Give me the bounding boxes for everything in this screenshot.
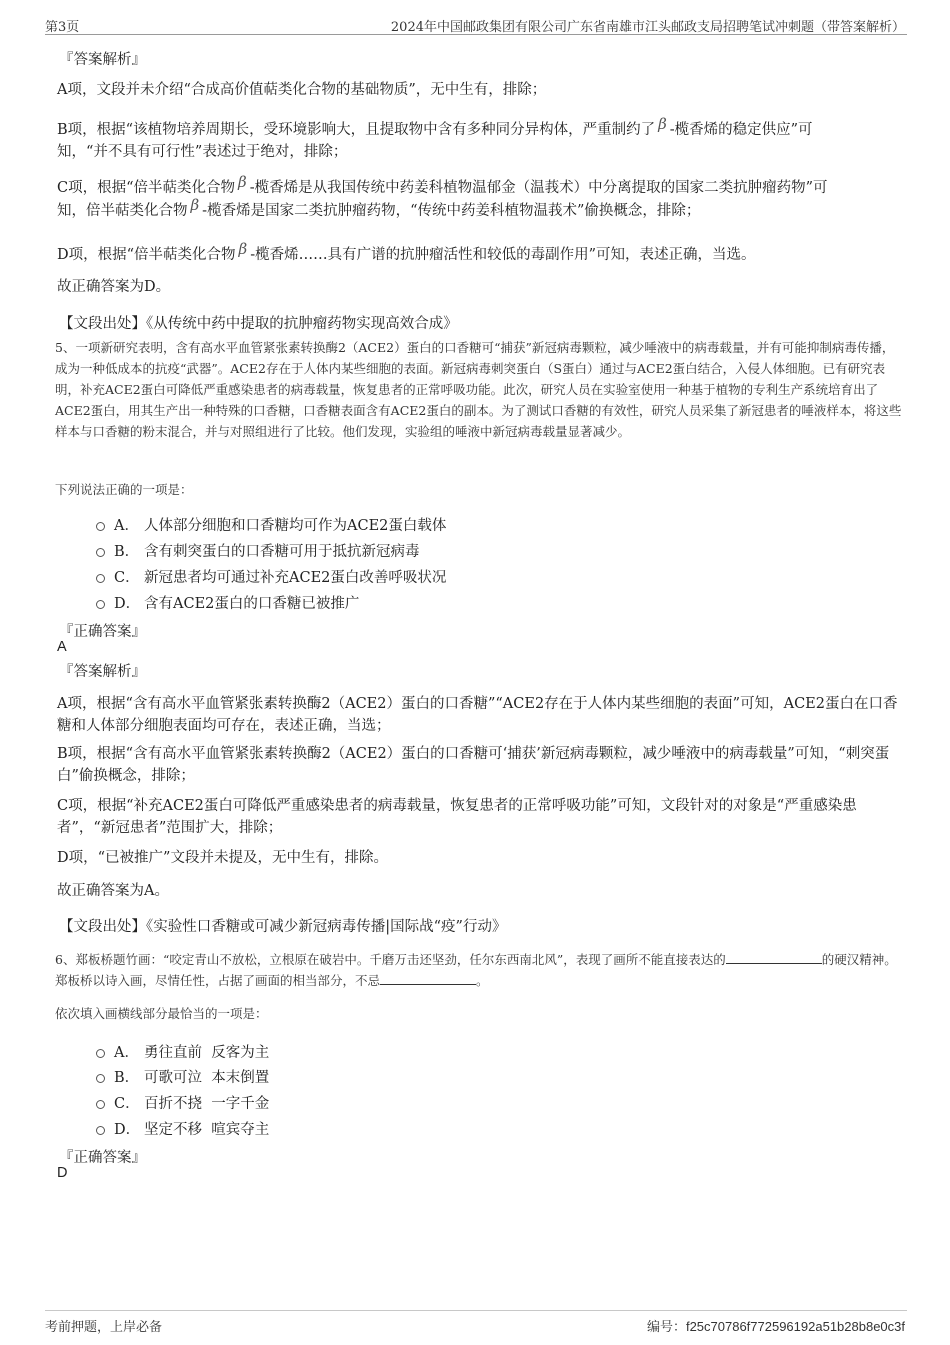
radio-icon[interactable] <box>96 574 105 583</box>
q5-analysis-d: D项，“已被推广”文段并未提及，无中生有，排除。 <box>57 850 388 866</box>
q4-analysis-label: 『答案解析』 <box>59 52 146 68</box>
q5-analysis-a: A项，根据“含有高水平血管紧张素转换酶2（ACE2）蛋白的口香糖”“ACE2存在于人体内某些细胞的表面”可知，ACE2蛋白在口香糖和人体部分细胞表面均可存在，表述正确，当选； <box>57 696 898 734</box>
q4-analysis-a: A项，文段并未介绍“合成高价值萜类化合物的基础物质”，无中生有，排除； <box>57 82 547 98</box>
page-number: 第3页 <box>45 20 80 35</box>
q5-conclusion: 故正确答案为A。 <box>57 883 169 899</box>
q6-option-d[interactable]: D． 坚定不移 喧宾夺主 <box>96 1118 269 1139</box>
beta-symbol: β <box>658 115 667 133</box>
q4-analysis-b: B项，根据“该植物培养周期长，受环境影响大，且提取物中含有多种同分异构体，严重制约了 β -榄香烯的稳定供应”可 知，“并不具有可行性”表述过于绝对，排除； <box>57 115 813 160</box>
q5-source: 【文段出处】《实验性口香糖或可减少新冠病毒传播|国际战“疫”行动》 <box>59 919 507 935</box>
radio-icon[interactable] <box>96 600 105 609</box>
fill-blank <box>726 953 822 964</box>
beta-symbol: β <box>190 196 200 214</box>
q6-option-a[interactable]: A． 勇往直前 反客为主 <box>96 1041 269 1062</box>
q5-stem: 5、一项新研究表明，含有高水平血管紧张素转换酶2（ACE2）蛋白的口香糖可“捕获”新冠病毒颗粒，减少唾液中的病毒载量，并有可能抑制病毒传播，成为一种低成本的抗疫“武器”。ACE2存在于人体内某些细胞的表面。新冠病毒刺突蛋白（S蛋白）通过与ACE2蛋白结合，入侵人体细胞。已有研究表明，补充ACE2蛋白可降低严重感染患者的病毒载量，恢复患者的正常呼吸功能。此次，研究人员在实验室使用一种基于植物的专利生产系统培育出了ACE2蛋白，用其生产出一种特殊的口香糖，口香糖表面含有ACE2蛋白的副本。为了测试口香糖的有效性，研究人员采集了新冠患者的唾液样本，将这些样本与口香糖的粉末混合，并与对照组进行了比较。他们发现，实验组的唾液中新冠病毒载量显著减少。 <box>55 340 902 439</box>
fill-blank <box>380 974 476 985</box>
footer-slogan: 考前押题，上岸必备 <box>45 1320 163 1335</box>
q6-correct-label: 『正确答案』 <box>59 1150 146 1166</box>
q4-conclusion: 故正确答案为D。 <box>57 279 171 295</box>
radio-icon[interactable] <box>96 1126 105 1135</box>
radio-icon[interactable] <box>96 548 105 557</box>
q4-source: 【文段出处】《从传统中药中提取的抗肿瘤药物实现高效合成》 <box>59 316 458 332</box>
q6-option-b[interactable]: B． 可歌可泣 本末倒置 <box>96 1066 269 1087</box>
footer-code: 编号：f25c70786f772596192a51b28b8e0c3f <box>646 1319 905 1335</box>
q5-correct-label: 『正确答案』 <box>59 624 146 640</box>
q5-analysis-b: B项，根据“含有高水平血管紧张素转换酶2（ACE2）蛋白的口香糖可‘捕获’新冠病毒颗粒，减少唾液中的病毒载量”可知，“刺突蛋白”偷换概念，排除； <box>57 746 890 784</box>
radio-icon[interactable] <box>96 1100 105 1109</box>
q5-prompt: 下列说法正确的一项是： <box>55 482 193 497</box>
document-title: 2024年中国邮政集团有限公司广东省南雄市江头邮政支局招聘笔试冲刺题（带答案解析） <box>390 20 905 35</box>
q5-correct-answer: A <box>57 639 67 655</box>
page-footer <box>45 1310 907 1335</box>
beta-symbol: β <box>238 173 247 191</box>
q6-prompt: 依次填入画横线部分最恰当的一项是： <box>55 1006 268 1021</box>
q6-correct-answer: D <box>57 1165 68 1181</box>
radio-icon[interactable] <box>96 1049 105 1058</box>
q6-stem: 6、郑板桥题竹画：“咬定青山不放松，立根原在破岩中。千磨万击还坚劲，任尔东西南北风”，表现了画所不能直接表达的 的硬汉精神。郑板桥以诗入画，尽情任性，占据了画面的相当部分，不忌 。 <box>55 952 897 988</box>
beta-symbol: β <box>238 240 248 258</box>
q5-option-a[interactable]: A． 人体部分细胞和口香糖均可作为ACE2蛋白载体 <box>96 514 446 535</box>
q4-analysis-d: D项，根据“倍半萜类化合物 β -榄香烯……具有广谱的抗肿瘤活性和较低的毒副作用”可知，表述正确，当选。 <box>57 240 756 263</box>
q4-analysis-c: C项，根据“倍半萜类化合物 β -榄香烯是从我国传统中药姜科植物温郁金（温莪术）中分离提取的国家二类抗肿瘤药物”可 知，倍半萜类化合物 β -榄香烯是国家二类抗肿瘤药物，“传统中药姜科植物温莪术”偷换概念，排除； <box>57 173 828 219</box>
radio-icon[interactable] <box>96 1074 105 1083</box>
q6-option-c[interactable]: C． 百折不挠 一字千金 <box>96 1092 269 1113</box>
q5-option-d[interactable]: D． 含有ACE2蛋白的口香糖已被推广 <box>96 592 359 613</box>
q5-analysis-label: 『答案解析』 <box>59 664 146 680</box>
q5-analysis-c: C项，根据“补充ACE2蛋白可降低严重感染患者的病毒载量，恢复患者的正常呼吸功能”可知，文段针对的对象是“严重感染患者”，“新冠患者”范围扩大，排除； <box>57 798 857 836</box>
q5-option-b[interactable]: B． 含有刺突蛋白的口香糖可用于抵抗新冠病毒 <box>96 540 420 561</box>
q5-option-c[interactable]: C． 新冠患者均可通过补充ACE2蛋白改善呼吸状况 <box>96 566 446 587</box>
page-header <box>45 14 907 35</box>
radio-icon[interactable] <box>96 522 105 531</box>
